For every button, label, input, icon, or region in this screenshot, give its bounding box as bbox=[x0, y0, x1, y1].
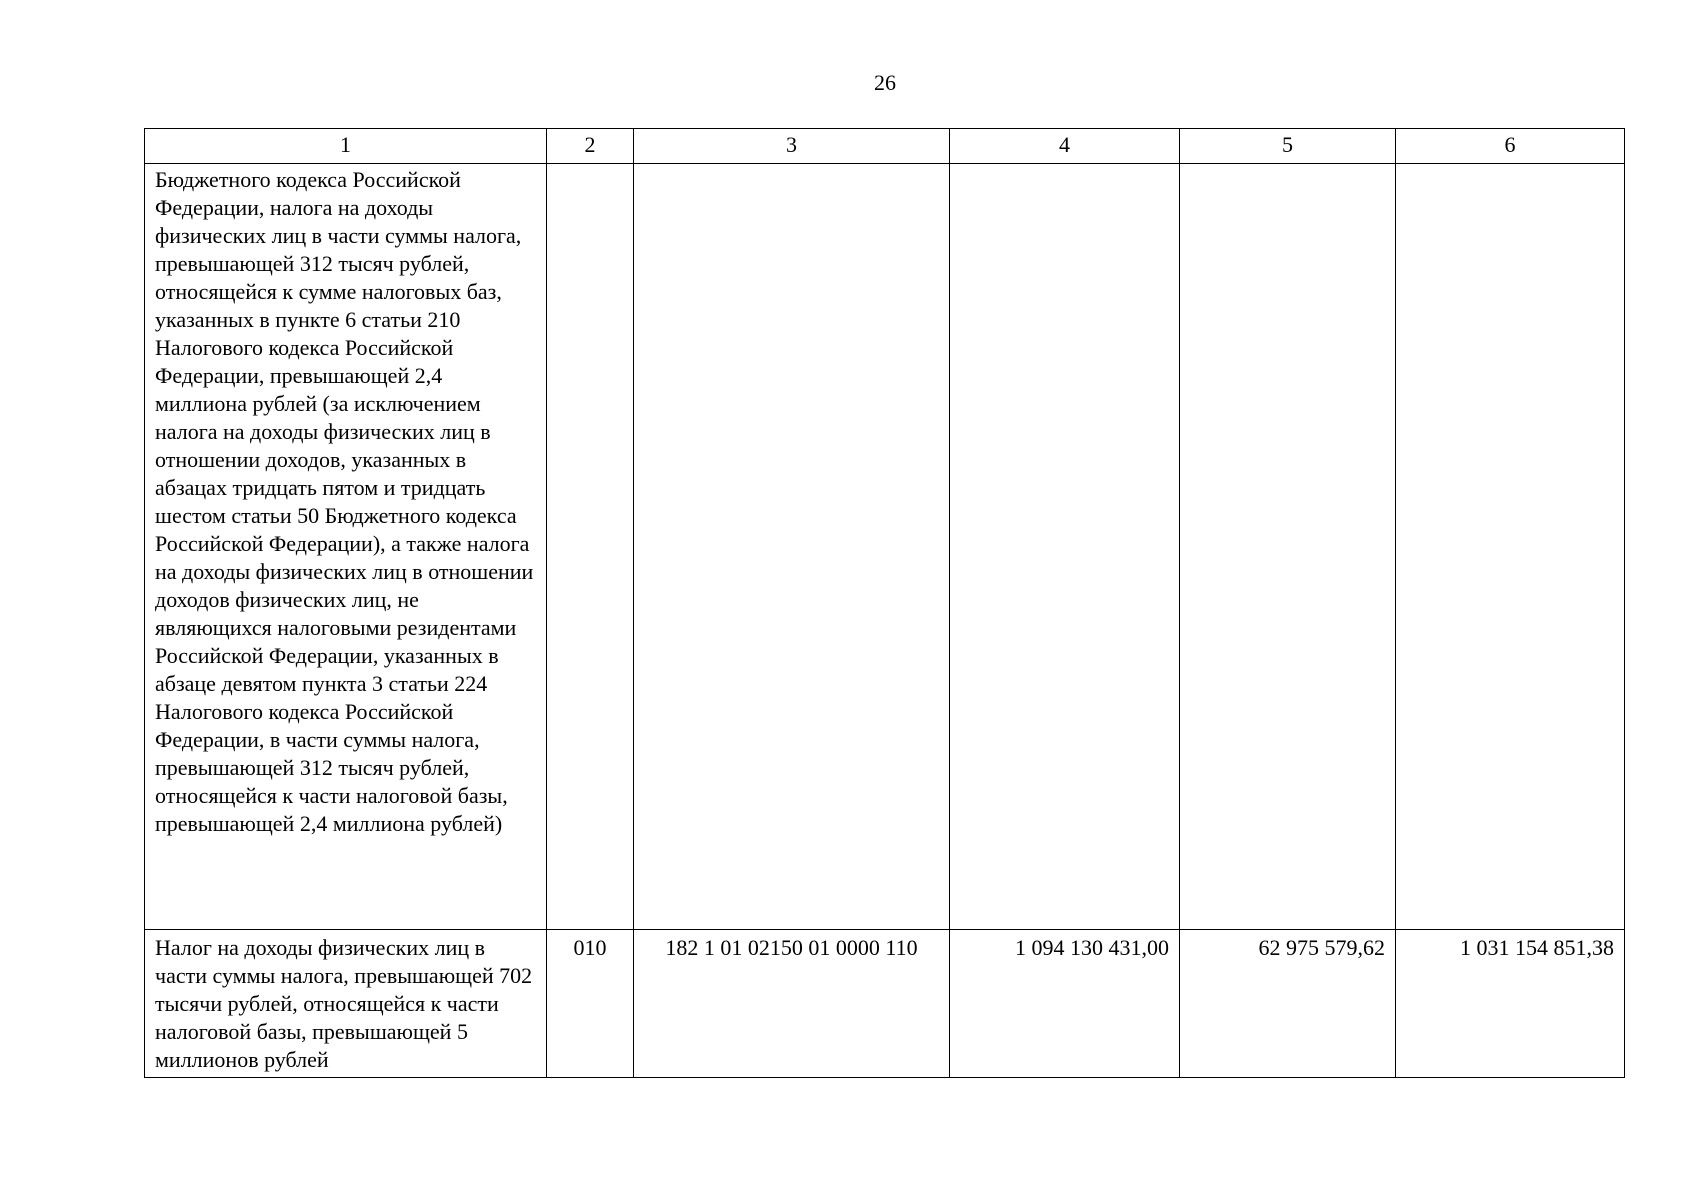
page-number: 26 bbox=[874, 70, 896, 95]
table-row bbox=[145, 930, 1625, 1078]
column-header-2: 2 bbox=[547, 129, 634, 164]
report-table bbox=[144, 128, 1625, 1078]
row-description: Налог на доходы физических лиц в части суммы налога, превышающей 702 тысячи рублей, относящейся к части налоговой базы, превышающей 5 миллионов рублей bbox=[145, 930, 547, 1078]
column-header-4: 4 bbox=[950, 129, 1180, 164]
row-value-col6 bbox=[1396, 164, 1625, 930]
row-value-col4: 1 094 130 431,00 bbox=[950, 930, 1180, 1078]
row-description: Бюджетного кодекса Российской Федерации, налога на доходы физических лиц в части суммы налога, превышающей 312 тысяч рублей, относящейся к сумме налоговых баз, указанных в пункте 6 статьи 210 Налогового кодекса Российской Федерации, превышающей 2,4 миллиона рублей (за исключением налога на доходы физических лиц в отношении доходов, указанных в абзацах тридцать пятом и тридцать шестом статьи 50 Бюджетного кодекса Российской Федерации), а также налога на доходы физических лиц в отношении доходов физических лиц, не являющихся налоговыми резидентами Российской Федерации, указанных в абзаце девятом пункта 3 статьи 224 Налогового кодекса Российской Федерации, в части суммы налога, превышающей 312 тысяч рублей, относящейся к части налоговой базы, превышающей 2,4 миллиона рублей) bbox=[145, 164, 547, 930]
column-header-1: 1 bbox=[145, 129, 547, 164]
row-value-col5: 62 975 579,62 bbox=[1180, 930, 1396, 1078]
column-header-3: 3 bbox=[634, 129, 950, 164]
table-row bbox=[145, 164, 1625, 930]
row-value-col4 bbox=[950, 164, 1180, 930]
column-header-6: 6 bbox=[1396, 129, 1625, 164]
row-value-col6: 1 031 154 851,38 bbox=[1396, 930, 1625, 1078]
row-kbk-code: 182 1 01 02150 01 0000 110 bbox=[634, 930, 950, 1078]
row-line-code bbox=[547, 164, 634, 930]
row-kbk-code bbox=[634, 164, 950, 930]
row-value-col5 bbox=[1180, 164, 1396, 930]
column-header-5: 5 bbox=[1180, 129, 1396, 164]
row-line-code: 010 bbox=[547, 930, 634, 1078]
table-header-row bbox=[145, 129, 1625, 164]
